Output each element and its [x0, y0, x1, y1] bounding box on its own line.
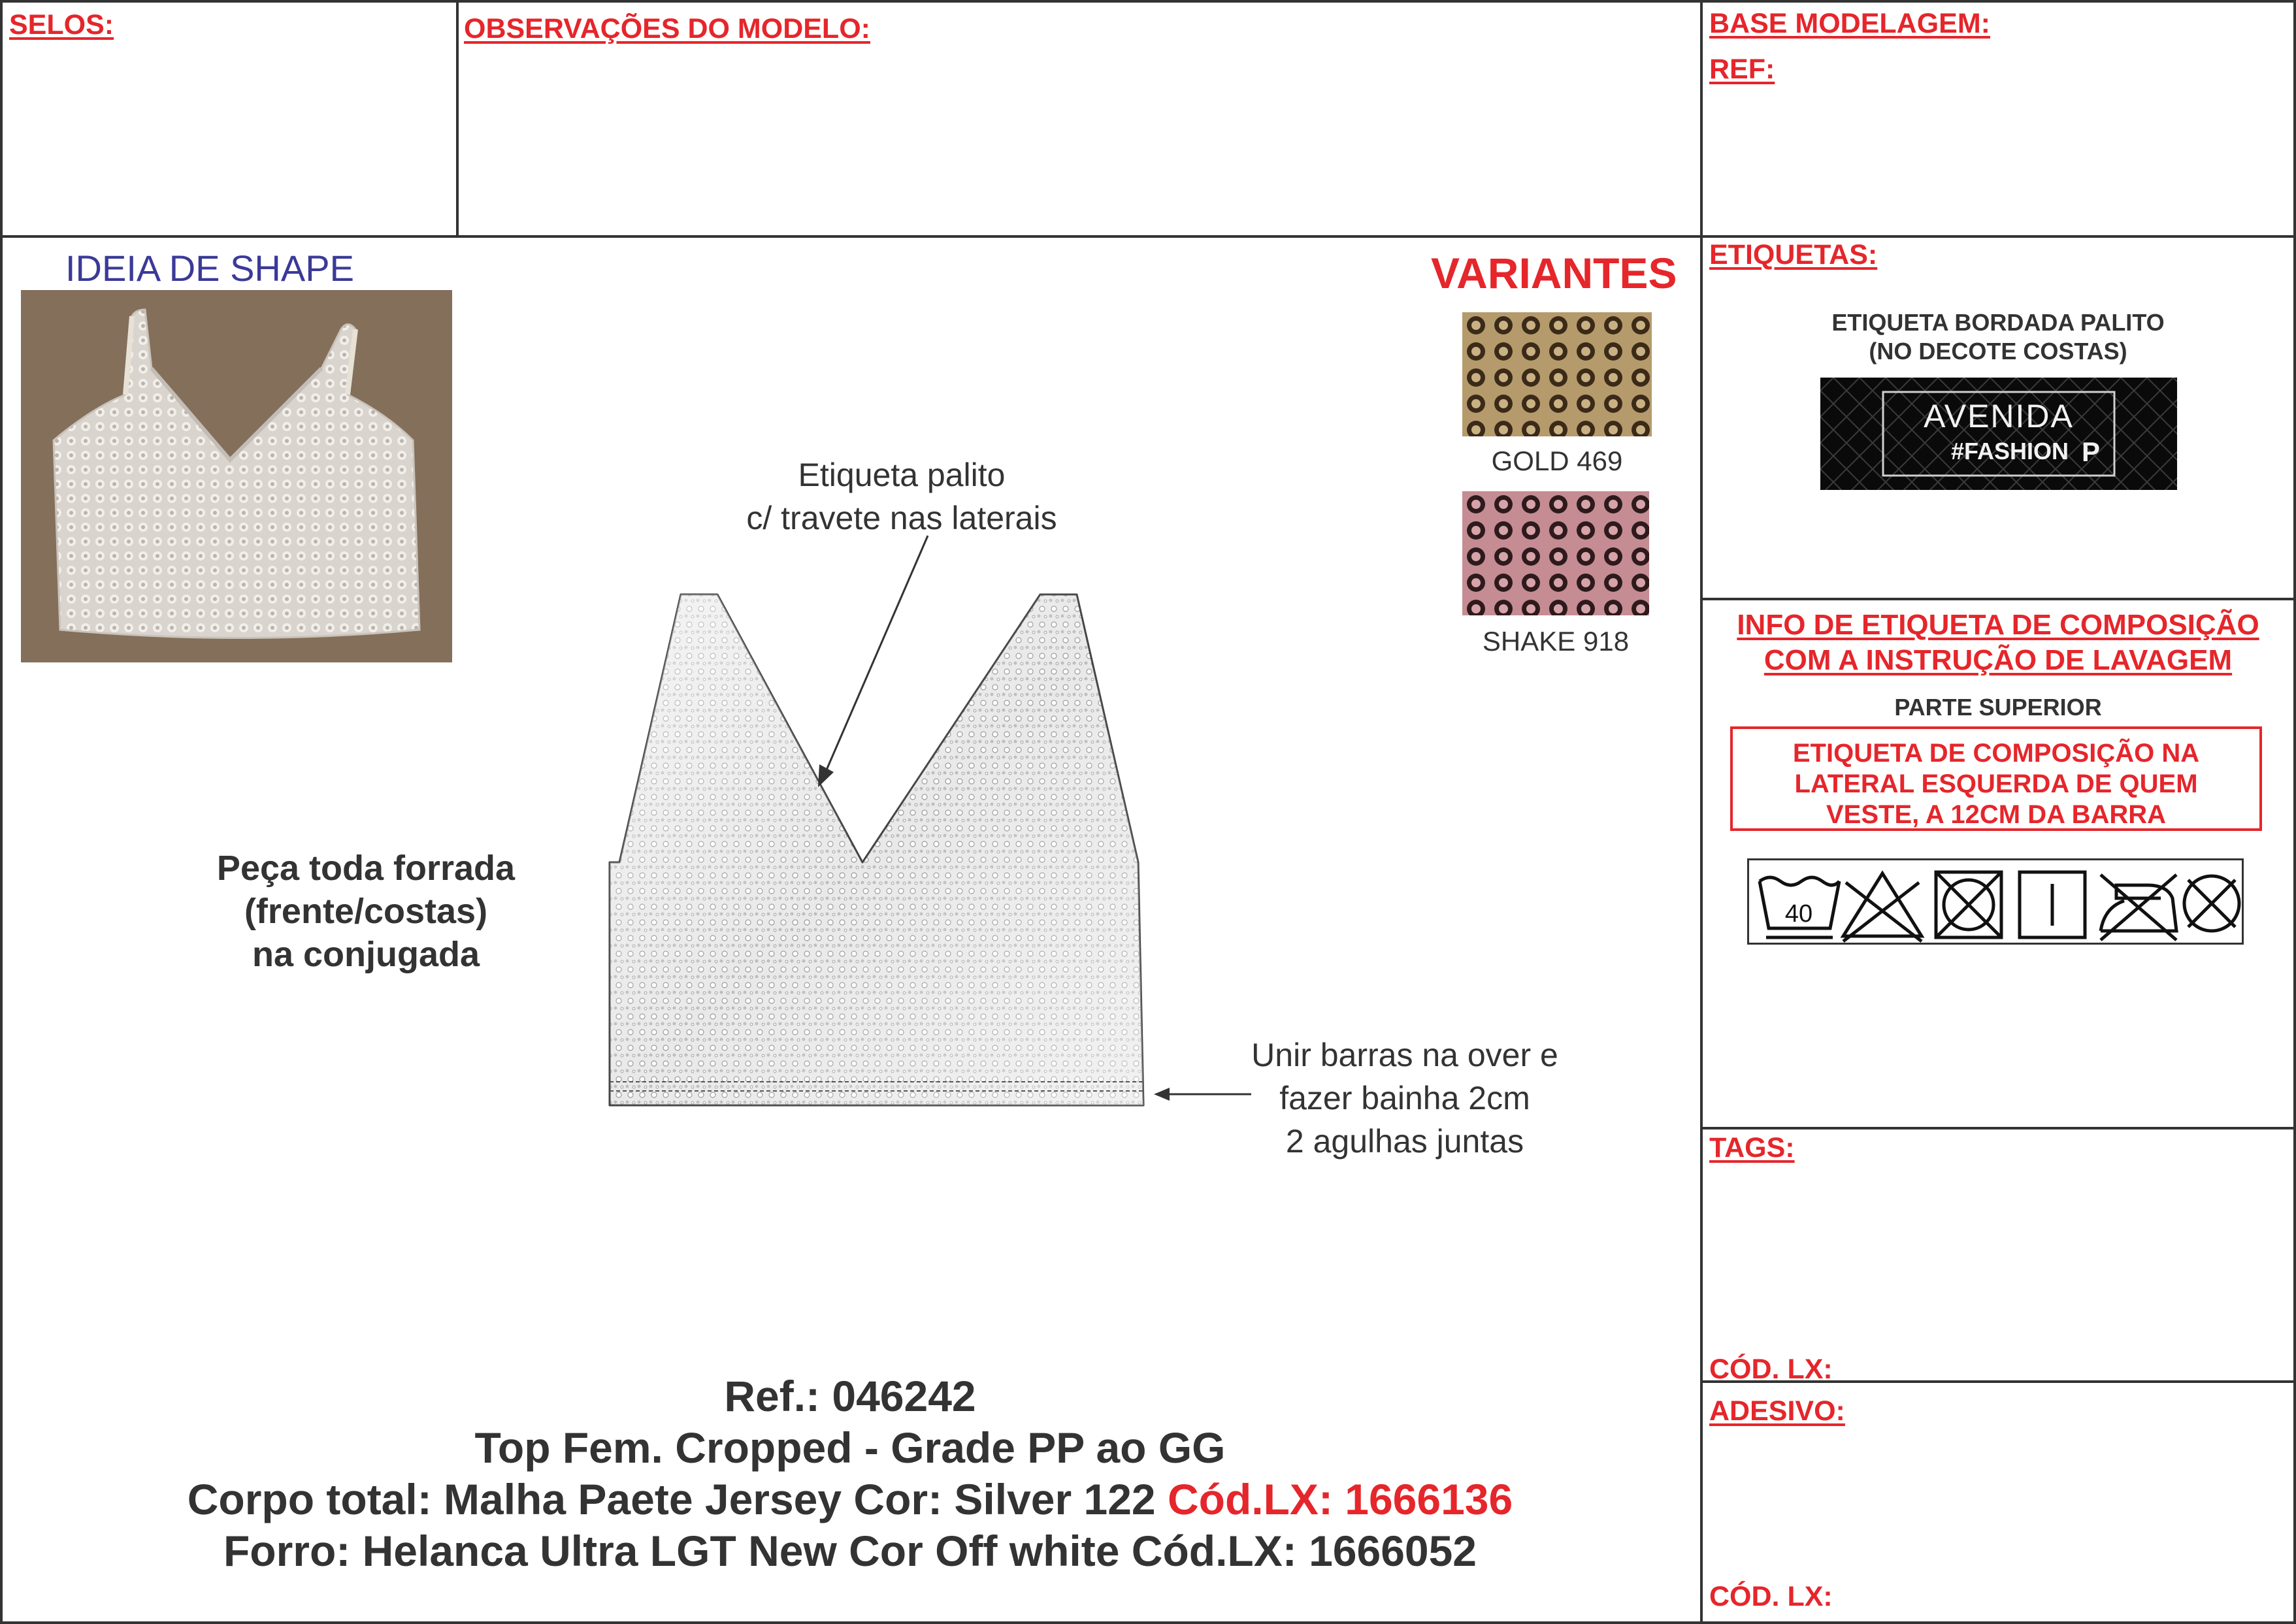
- body-fabric-code: Cód.LX: 1666136: [1167, 1475, 1513, 1523]
- shape-photo: [21, 290, 452, 662]
- tags-label: TAGS:: [1709, 1132, 1795, 1163]
- variant-swatch-shake[interactable]: [1462, 491, 1649, 615]
- ref-number: Ref.: 046242: [724, 1372, 976, 1420]
- product-name: Top Fem. Cropped - Grade PP ao GG: [474, 1423, 1226, 1472]
- line-dry-icon: [2020, 872, 2085, 937]
- variant-name-shake: SHAKE 918: [1482, 626, 1630, 657]
- tags-cod-lx-label: CÓD. LX:: [1709, 1354, 1833, 1385]
- header-divider: [0, 235, 2296, 238]
- outer-border-top: [0, 0, 2296, 3]
- adesivo-cod-lx-label: CÓD. LX:: [1709, 1581, 1833, 1612]
- brand-tag: #FASHION: [1951, 438, 2069, 464]
- lining-fabric-line: Forro: Helanca Ultra LGT New Cor Off white Cód.LX: 1666052: [223, 1527, 1477, 1575]
- brand-label: [1820, 378, 2177, 490]
- base-modelagem-label: BASE MODELAGEM:: [1709, 8, 1990, 39]
- no-bleach-icon: [1843, 873, 1922, 941]
- brand-name: AVENIDA: [1924, 398, 2074, 434]
- variant-name-gold: GOLD 469: [1491, 446, 1623, 476]
- no-tumble-dry-icon: [1936, 872, 2001, 937]
- ref-label: REF:: [1709, 54, 1775, 85]
- wash-temp-text: 40: [1784, 900, 1813, 928]
- composition-bottom-divider: [1701, 1127, 2296, 1129]
- brand-size: P: [2082, 436, 2101, 467]
- body-fabric-line: Corpo total: Malha Paete Jersey Cor: Silver 122 Cód.LX: 1666136: [187, 1475, 1513, 1523]
- label-description: ETIQUETA BORDADA PALITO (NO DECOTE COSTAS): [1831, 309, 2165, 365]
- outer-border-bottom: [0, 1621, 2296, 1624]
- composition-title: INFO DE ETIQUETA DE COMPOSIÇÃO COM A INSTRUÇÃO DE LAVAGEM: [1737, 609, 2259, 676]
- selos-label: SELOS:: [9, 9, 114, 41]
- label-arrow: [810, 523, 941, 797]
- shape-title: IDEIA DE SHAPE: [65, 248, 354, 289]
- care-symbols: [1747, 858, 2244, 945]
- parte-superior: PARTE SUPERIOR: [1894, 694, 2102, 721]
- product-info: [0, 1371, 1700, 1577]
- composition-box: ETIQUETA DE COMPOSIÇÃO NA LATERAL ESQUERDA DE QUEM VESTE, A 12CM DA BARRA: [1730, 726, 2262, 831]
- observacoes-label: OBSERVAÇÕES DO MODELO:: [464, 13, 870, 44]
- variant-swatch-gold[interactable]: [1462, 312, 1652, 436]
- annotation-hem: Unir barras na over e fazer bainha 2cm 2 agulhas juntas: [1251, 1037, 1558, 1160]
- variants-title: VARIANTES: [1431, 249, 1677, 297]
- adesivo-label: ADESIVO:: [1709, 1395, 1845, 1427]
- annotation-etiqueta-palito: Etiqueta palito c/ travete nas laterais: [746, 457, 1057, 536]
- selos-divider: [456, 0, 459, 236]
- etiquetas-bottom-divider: [1701, 598, 2296, 600]
- no-iron-icon: [2101, 875, 2176, 940]
- etiquetas-label: ETIQUETAS:: [1709, 239, 1878, 270]
- lining-note: Peça toda forrada (frente/costas) na conjugada: [216, 849, 516, 974]
- no-dry-clean-icon: [2184, 876, 2239, 931]
